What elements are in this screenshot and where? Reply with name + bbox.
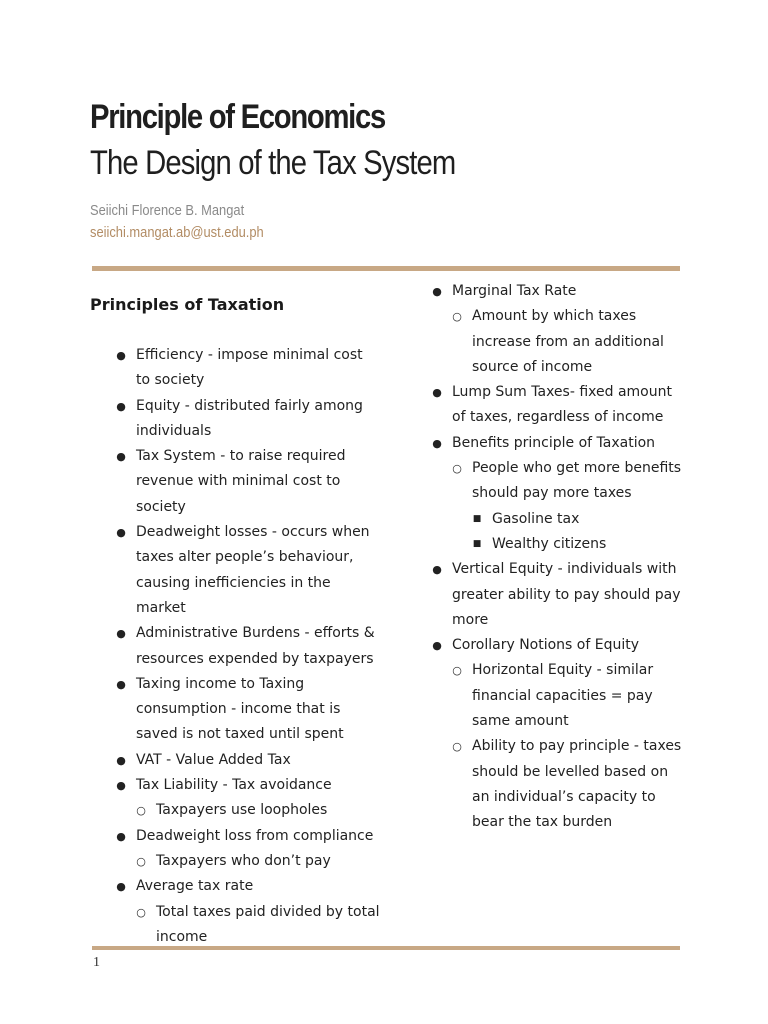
bullet-icon: ●: [116, 753, 126, 767]
list-item-text: Efficiency - impose minimal cost to society: [136, 347, 363, 389]
list-item-text: Marginal Tax Rate: [452, 283, 577, 299]
list-item: [110, 773, 380, 798]
bullet-icon: ●: [432, 639, 442, 653]
author-name: Seiichi Florence B. Mangat: [90, 202, 245, 219]
list-item-text: Ability to pay principle - taxes should be levelled based on an individual’s capacity to bear the tax burden: [472, 738, 682, 831]
bullet-icon: ○: [452, 664, 462, 678]
bullet-icon: ○: [136, 804, 146, 818]
list-item-text: Gasoline tax: [492, 510, 580, 527]
footer-divider: [92, 946, 680, 950]
list-item-text: Tax System - to raise required revenue with minimal cost to society: [136, 448, 346, 515]
bullet-icon: ○: [452, 740, 462, 754]
sub-list: [446, 658, 686, 835]
list-item: [110, 343, 380, 394]
list-item: [426, 557, 686, 633]
bullet-icon: ●: [116, 627, 126, 641]
left-bullet-list: [90, 343, 380, 950]
list-item: [446, 456, 686, 507]
list-item: [426, 380, 686, 431]
list-item-text: People who get more benefits should pay more taxes: [472, 460, 682, 502]
document-subtitle: The Design of the Tax System: [90, 144, 456, 182]
bullet-icon: ●: [432, 386, 442, 400]
list-item-text: Taxing income to Taxing consumption - income that is saved is not taxed until spent: [136, 675, 344, 743]
list-item: [130, 900, 380, 951]
header-divider: [92, 266, 680, 271]
list-item-text: Tax Liability - Tax avoidance: [136, 777, 332, 794]
list-item-text: VAT - Value Added Tax: [136, 751, 291, 768]
list-item-text: Benefits principle of Taxation: [452, 434, 656, 451]
list-item: [426, 633, 686, 658]
list-item-text: Equity - distributed fairly among individuals: [136, 397, 363, 439]
bullet-icon: ○: [452, 310, 462, 324]
list-item: [466, 507, 686, 532]
list-item-text: Taxpayers who don’t pay: [156, 852, 331, 869]
bullet-icon: ●: [116, 526, 126, 540]
list-item-text: Horizontal Equity - similar financial capacities = pay same amount: [472, 662, 654, 730]
list-item-text: Amount by which taxes increase from an additional source of income: [472, 308, 664, 375]
list-item: [446, 734, 686, 835]
bullet-icon: ●: [432, 436, 442, 450]
sub-list: [466, 507, 686, 558]
sub-list: [130, 900, 380, 951]
bullet-icon: ●: [116, 829, 126, 843]
bullet-icon: ●: [116, 399, 126, 413]
bullet-icon: ●: [116, 349, 126, 362]
bullet-icon: ●: [432, 285, 442, 298]
author-email: seiichi.mangat.ab@ust.edu.ph: [90, 224, 264, 241]
list-item-text: Vertical Equity - individuals with greater ability to pay should pay more: [452, 561, 681, 628]
right-bullet-list: [426, 279, 686, 836]
list-item: [110, 444, 380, 520]
list-item: [110, 824, 380, 849]
list-item-text: Deadweight losses - occurs when taxes alter people’s behaviour, causing inefficiencies in the market: [136, 524, 370, 616]
list-item: [446, 304, 686, 380]
bullet-icon: ○: [136, 854, 146, 868]
list-item: [130, 798, 380, 823]
bullet-icon: ○: [452, 462, 462, 476]
list-item-text: Corollary Notions of Equity: [452, 637, 640, 654]
list-item-text: Lump Sum Taxes- fixed amount of taxes, regardless of income: [452, 384, 672, 426]
bullet-icon: ○: [136, 905, 146, 919]
sub-list: [446, 304, 686, 380]
list-item-text: Deadweight loss from compliance: [136, 827, 374, 844]
list-item: [426, 431, 686, 456]
document-title: Principle of Economics: [90, 98, 385, 136]
list-item-text: Average tax rate: [136, 878, 254, 895]
list-item: [110, 748, 380, 773]
bullet-icon: ●: [116, 450, 126, 464]
sub-list: [446, 456, 686, 557]
list-item: [110, 672, 380, 748]
list-item: [130, 849, 380, 874]
left-column: [90, 292, 380, 950]
list-item-text: Wealthy citizens: [492, 535, 607, 552]
list-item: [446, 658, 686, 734]
list-item: [110, 394, 380, 445]
bullet-icon: ●: [116, 779, 126, 793]
sub-list: [130, 798, 380, 823]
list-item: [110, 621, 380, 672]
bullet-icon: ■: [472, 513, 482, 524]
bullet-icon: ●: [116, 880, 126, 894]
bullet-icon: ●: [116, 677, 126, 691]
sub-list: [130, 849, 380, 874]
right-column: [426, 279, 686, 836]
bullet-icon: ●: [432, 563, 442, 577]
bullet-icon: ■: [472, 538, 482, 549]
list-item: [466, 532, 686, 557]
list-item-text: Taxpayers use loopholes: [156, 802, 328, 819]
page-number: 1: [93, 955, 100, 970]
list-item: [110, 520, 380, 621]
list-item-text: Total taxes paid divided by total income: [156, 903, 380, 945]
list-item-text: Administrative Burdens - efforts & resources expended by taxpayers: [136, 625, 375, 667]
list-item: [426, 279, 686, 304]
section-heading: Principles of Taxation: [90, 295, 285, 314]
list-item: [110, 874, 380, 899]
